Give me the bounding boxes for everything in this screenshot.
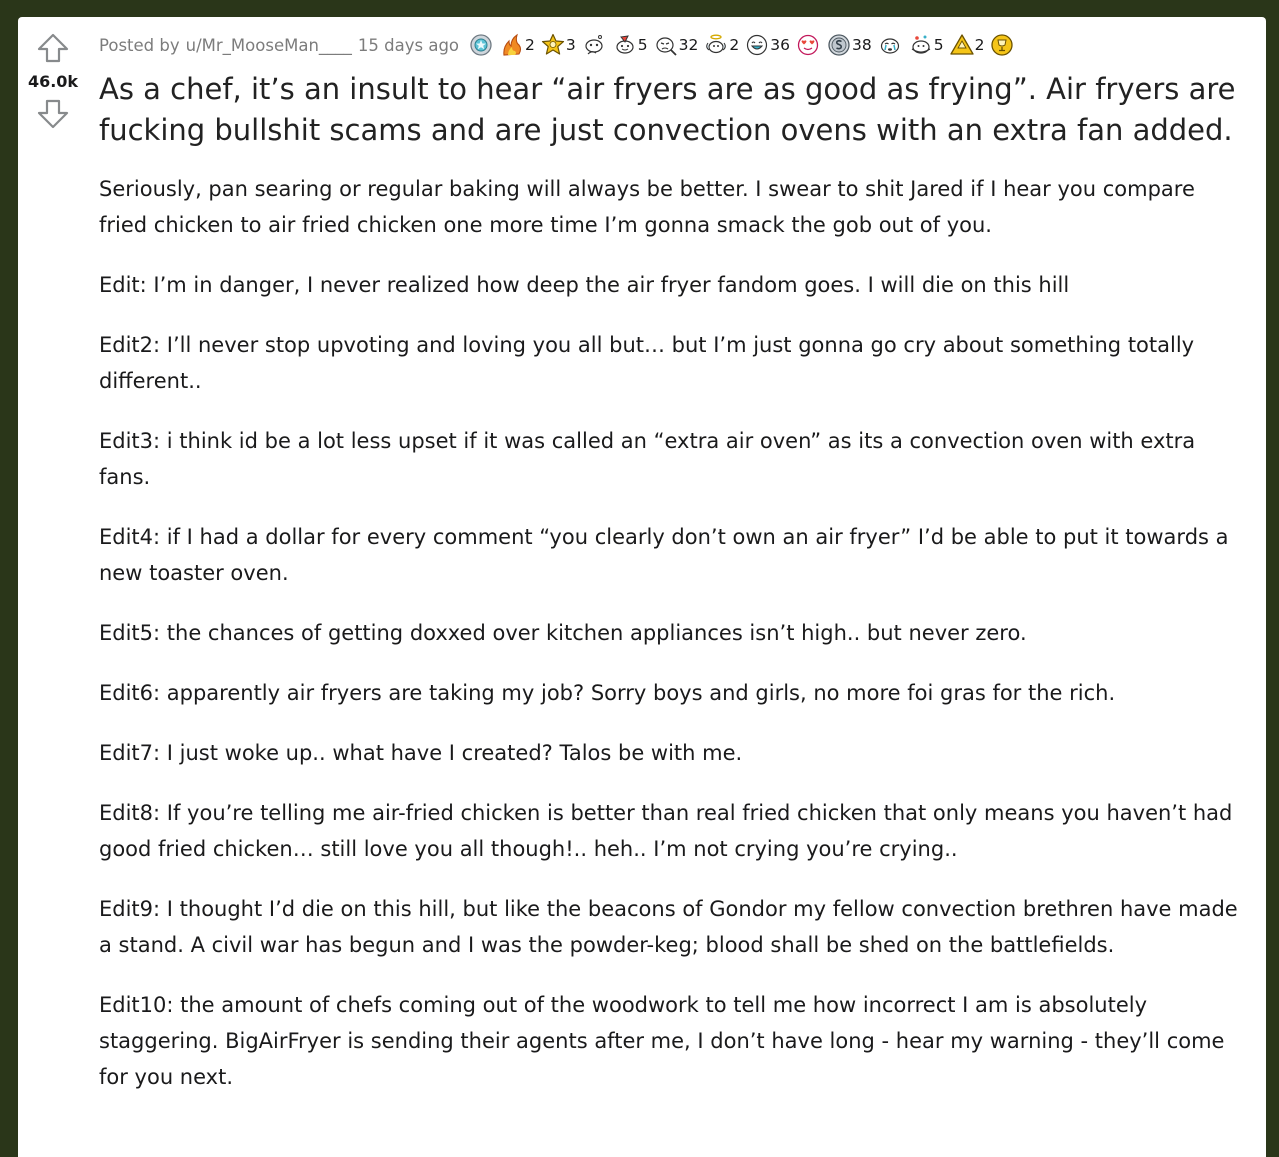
awards-bar[interactable]: [469, 33, 1021, 57]
award-item[interactable]: [500, 33, 537, 57]
post-paragraph: Edit6: apparently air fryers are taking my job? Sorry boys and girls, no more foi gras for the rich.: [99, 681, 1116, 705]
post-paragraph: Edit2: I’ll never stop upvoting and loving you all but… but I’m just gonna go cry about something totally different..: [99, 333, 1195, 393]
post-paragraph: Edit7: I just woke up.. what have I created? Talos be with me.: [99, 741, 743, 765]
author-link[interactable]: u/Mr_MooseMan____: [185, 35, 352, 55]
post-paragraph: Edit5: the chances of getting doxxed over kitchen appliances isn’t high.. but never zero.: [99, 621, 1027, 645]
sad-snoo-icon: [654, 33, 678, 57]
laughing-face-icon: [745, 33, 769, 57]
award-item[interactable]: [796, 33, 823, 57]
post-paragraph: Edit8: If you’re telling me air-fried chicken is better than real fried chicken that only means you haven’t had good fried chicken… still love you all though!.. heh.. I’m not crying you’re crying..: [99, 801, 1233, 861]
award-item[interactable]: [582, 33, 609, 57]
post-paragraph: Edit: I’m in danger, I never realized how deep the air fryer fandom goes. I will die on this hill: [99, 273, 1070, 297]
thinking-snoo-icon: [582, 33, 606, 57]
post-content: [99, 17, 1249, 1119]
gold-star-award-icon: [541, 33, 565, 57]
post-title[interactable]: As a chef, it’s an insult to hear “air fryers are as good as frying”. Air fryers are fucking bullshit scams and are just convection ovens with an extra fan added.: [99, 72, 1236, 147]
party-snoo-icon: [613, 33, 637, 57]
post-body: [99, 171, 1247, 1095]
award-count: 38: [852, 36, 872, 54]
award-count: 2: [729, 36, 740, 54]
award-item[interactable]: [613, 33, 650, 57]
upvote-arrow-icon[interactable]: [36, 31, 70, 65]
silver-coin-icon: [827, 33, 851, 57]
award-item[interactable]: [654, 33, 701, 57]
angel-snoo-icon: [704, 33, 728, 57]
award-item[interactable]: [827, 33, 874, 57]
award-item[interactable]: [541, 33, 578, 57]
award-item[interactable]: [469, 33, 496, 57]
award-count: 2: [974, 36, 985, 54]
gold-trophy-icon: [990, 33, 1014, 57]
post-meta: [99, 33, 1249, 57]
post-paragraph: Edit4: if I had a dollar for every comment “you clearly don’t own an air fryer” I’d be able to put it towards a new toaster oven.: [99, 525, 1229, 585]
post-paragraph: Edit9: I thought I’d die on this hill, but like the beacons of Gondor my fellow convection brethren have made a stand. A civil war has begun and I was the powder-keg; blood shall be shed on the battlefields.: [99, 897, 1238, 957]
award-count: 32: [678, 36, 699, 54]
award-item[interactable]: [909, 33, 946, 57]
post-paragraph: Edit3: i think id be a lot less upset if it was called an “extra air oven” as its a convection oven with extra fans.: [99, 429, 1196, 489]
post-card: [18, 17, 1266, 1157]
downvote-arrow-icon[interactable]: [36, 97, 70, 131]
posted-by-label: Posted by: [99, 35, 180, 55]
award-item[interactable]: [950, 33, 987, 57]
vote-column: [18, 31, 88, 131]
hug-snoo-icon: [909, 33, 933, 57]
post-age: 15 days ago: [357, 35, 460, 55]
crying-snoo-icon: [878, 33, 902, 57]
award-count: 3: [565, 36, 576, 54]
gold-pyramid-icon: [950, 33, 974, 57]
fire-award-icon: [500, 33, 524, 57]
heart-eyes-icon: [796, 33, 820, 57]
award-item[interactable]: [878, 33, 905, 57]
post-paragraph: Seriously, pan searing or regular baking will always be better. I swear to shit Jared if I hear you compare fried chicken to air fried chicken one more time I’m gonna smack the gob out of you.: [99, 177, 1195, 237]
silver-medal-icon: [469, 33, 493, 57]
award-item[interactable]: [745, 33, 792, 57]
award-count: 5: [637, 36, 648, 54]
award-item[interactable]: [704, 33, 741, 57]
award-count: 2: [525, 36, 535, 54]
award-count: 36: [770, 36, 790, 54]
award-count: 5: [933, 36, 944, 54]
vote-score: 46.0k: [27, 72, 79, 91]
post-paragraph: Edit10: the amount of chefs coming out of the woodwork to tell me how incorrect I am is absolutely staggering. BigAirFryer is sending their agents after me, I don’t have long - hear my warning - they’ll come for you next.: [99, 993, 1225, 1089]
award-item[interactable]: [990, 33, 1017, 57]
